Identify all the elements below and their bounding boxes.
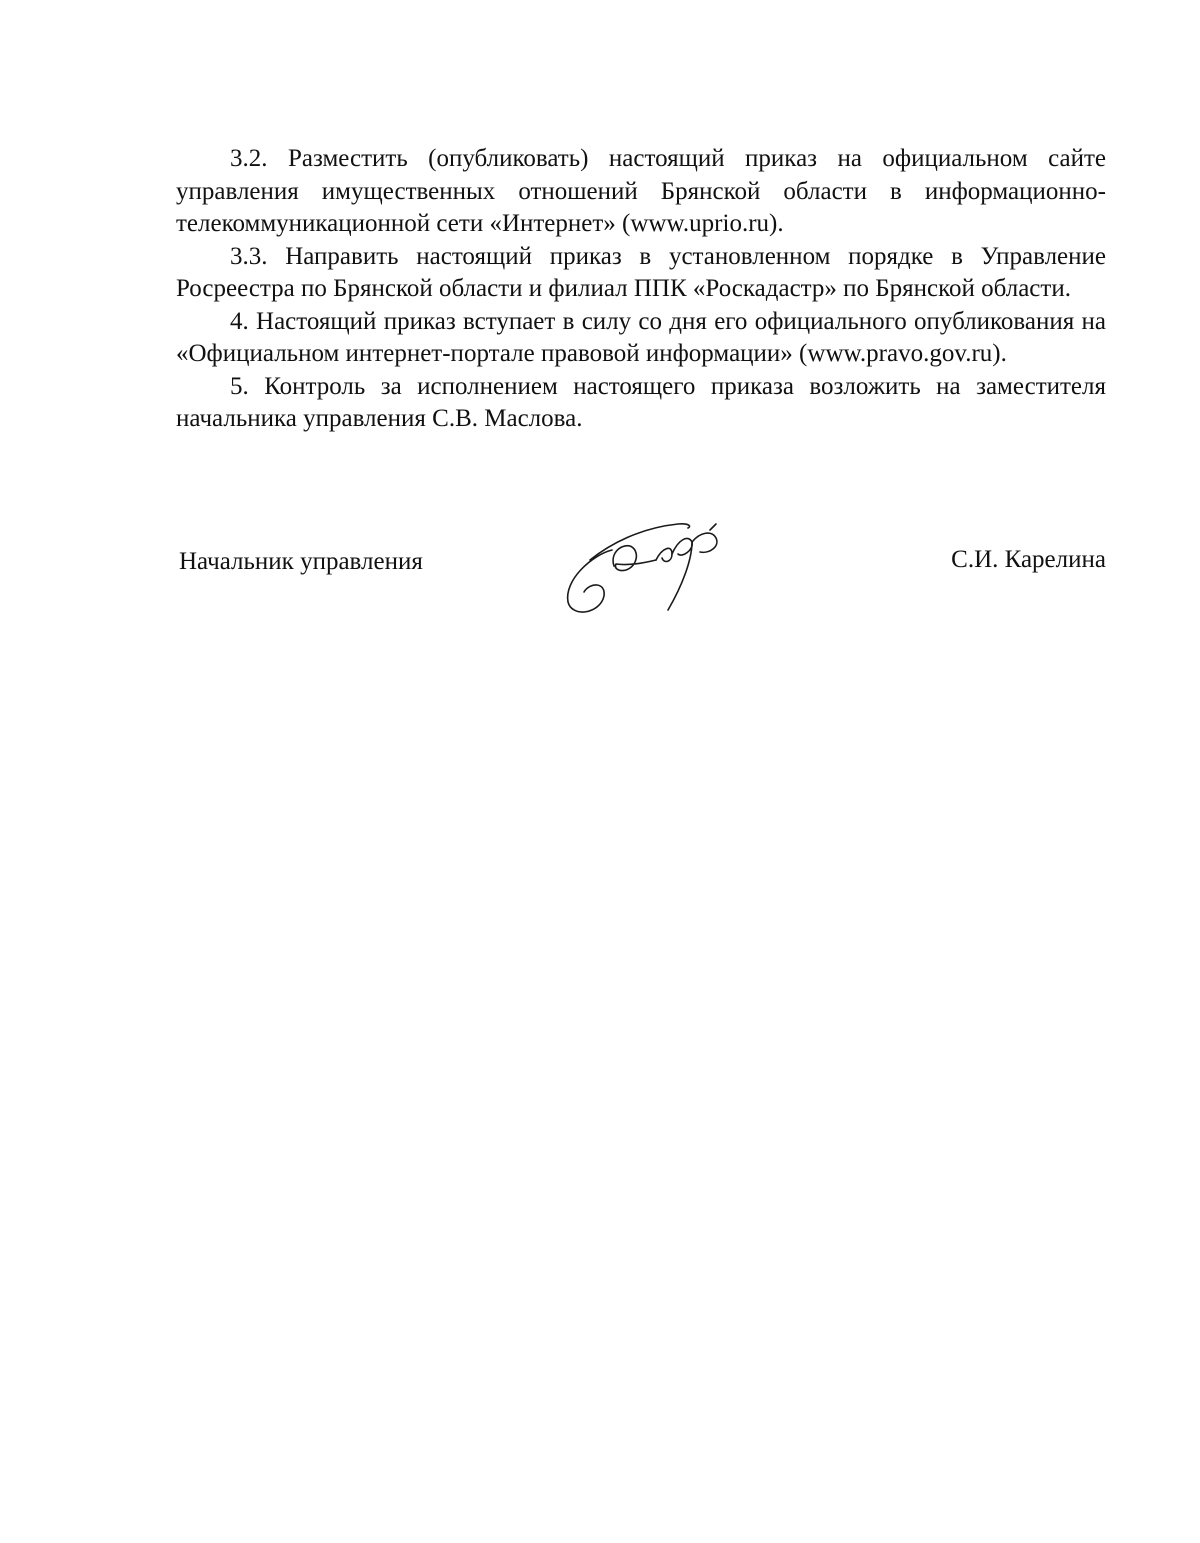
document-body — [176, 143, 1106, 436]
signature-block — [176, 540, 1106, 630]
paragraph-3-2: 3.2. Разместить (опубликовать) настоящий приказ на официальном сайте управления имущественных отношений Брянской области в информационно-телекоммуникационной сети «Интернет» (www.uprio.ru). — [176, 145, 1106, 237]
paragraph-4: 4. Настоящий приказ вступает в силу со дня его официального опубликования на «Официальном интернет-портале правовой информации» (www.pravo.gov.ru). — [176, 307, 1106, 367]
signatory-name: С.И. Карелина — [951, 546, 1106, 573]
paragraph-3-3: 3.3. Направить настоящий приказ в установленном порядке в Управление Росреестра по Брянской области и филиал ППК «Роскадастр» по Брянской области. — [176, 242, 1106, 302]
handwritten-signature-icon — [560, 510, 740, 620]
signatory-position: Начальник управления — [179, 548, 423, 575]
paragraph-5: 5. Контроль за исполнением настоящего приказа возложить на заместителя начальника управления С.В. Маслова. — [176, 372, 1106, 432]
